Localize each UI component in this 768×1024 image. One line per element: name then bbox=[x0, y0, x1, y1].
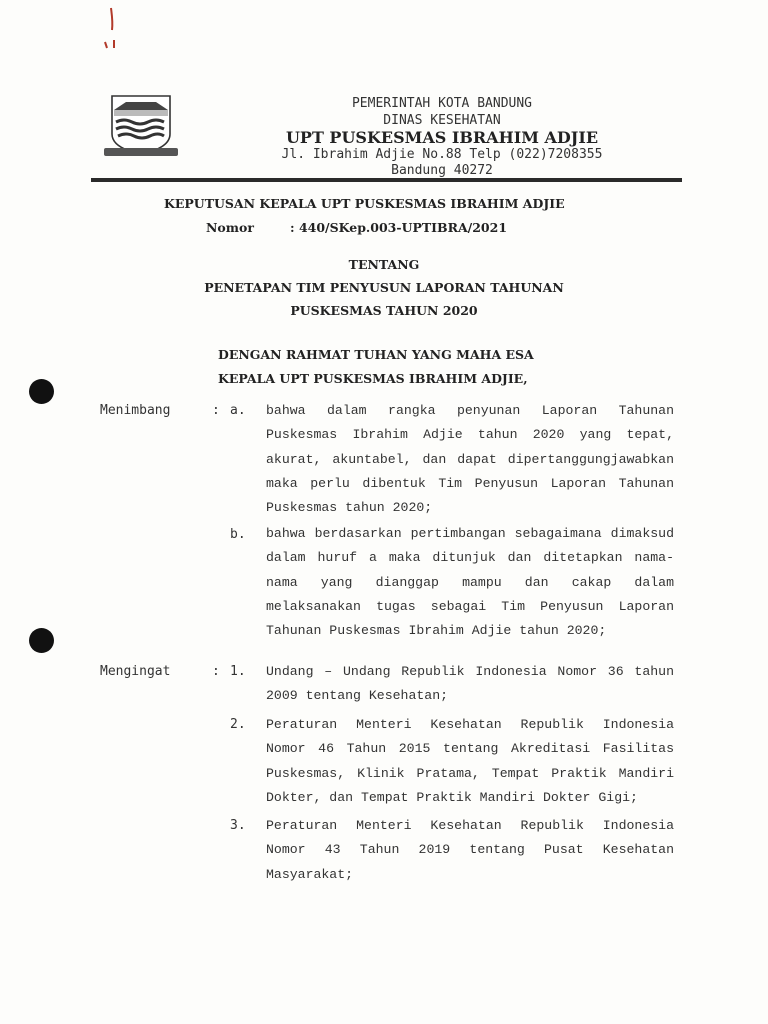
considering-colon: : bbox=[212, 403, 220, 418]
decree-number-label: Nomor bbox=[206, 220, 254, 235]
punch-hole bbox=[29, 628, 54, 653]
letterhead-government: PEMERINTAH KOTA BANDUNG bbox=[351, 96, 532, 111]
considering-item-marker: a. bbox=[230, 403, 246, 418]
decree-subject-line2: PUSKESMAS TAHUN 2020 bbox=[290, 303, 478, 318]
recalling-item-marker: 1. bbox=[230, 664, 246, 679]
considering-item-text: bahwa berdasarkan pertimbangan sebagaimana dimaksud dalam huruf a maka ditunjuk dan ditetapkan nama-nama yang dianggap mampu dan cakap dalam melaksanakan tugas sebagai Tim Penyusun Laporan Tahunan Puskesmas Ibrahim Adjie tahun 2020; bbox=[266, 526, 674, 639]
city-seal-logo bbox=[100, 92, 182, 162]
letterhead-department: DINAS KESEHATAN bbox=[383, 113, 501, 128]
decree-number-value: : 440/SKep.003-UPTIBRA/2021 bbox=[290, 220, 508, 235]
letterhead-institution: UPT PUSKESMAS IBRAHIM ADJIE bbox=[285, 128, 599, 147]
preamble-line1: DENGAN RAHMAT TUHAN YANG MAHA ESA bbox=[218, 347, 534, 362]
considering-item-marker: b. bbox=[230, 527, 246, 542]
recalling-label: Mengingat bbox=[100, 664, 171, 679]
recalling-item-text: Peraturan Menteri Kesehatan Republik Indonesia Nomor 46 Tahun 2015 tentang Akreditasi Fasilitas Puskesmas, Klinik Pratama, Tempat Praktik Mandiri Dokter, dan Tempat Praktik Mandiri Dokter Gigi; bbox=[266, 717, 674, 805]
recalling-item-marker: 2. bbox=[230, 717, 246, 732]
considering-label: Menimbang bbox=[100, 403, 171, 418]
considering-item-text: bahwa dalam rangka penyunan Laporan Tahunan Puskesmas Ibrahim Adjie tahun 2020 yang tepat, akurat, akuntabel, dan dapat dipertanggungjawabkan maka perlu dibentuk Tim Penyusun Laporan Tahunan Puskesmas tahun 2020; bbox=[266, 403, 674, 516]
punch-hole bbox=[29, 379, 54, 404]
letterhead-address: Jl. Ibrahim Adjie No.88 Telp (022)7208355 bbox=[281, 147, 603, 162]
recalling-item-marker: 3. bbox=[230, 818, 246, 833]
bandung-city-seal-icon bbox=[100, 92, 182, 162]
decree-subject-line1: PENETAPAN TIM PENYUSUN LAPORAN TAHUNAN bbox=[204, 280, 564, 295]
recalling-colon: : bbox=[212, 664, 220, 679]
pen-mark bbox=[96, 6, 126, 50]
decree-about: TENTANG bbox=[348, 257, 420, 272]
recalling-item-text: Undang – Undang Republik Indonesia Nomor 36 tahun 2009 tentang Kesehatan; bbox=[266, 664, 674, 704]
recalling-item-text: Peraturan Menteri Kesehatan Republik Indonesia Nomor 43 Tahun 2019 tentang Pusat Kesehatan Masyarakat; bbox=[266, 818, 674, 882]
letterhead-city: Bandung 40272 bbox=[391, 163, 493, 178]
letterhead-rule bbox=[91, 178, 682, 182]
preamble-line2: KEPALA UPT PUSKESMAS IBRAHIM ADJIE, bbox=[218, 371, 528, 386]
decree-title: KEPUTUSAN KEPALA UPT PUSKESMAS IBRAHIM ADJIE bbox=[164, 196, 565, 211]
